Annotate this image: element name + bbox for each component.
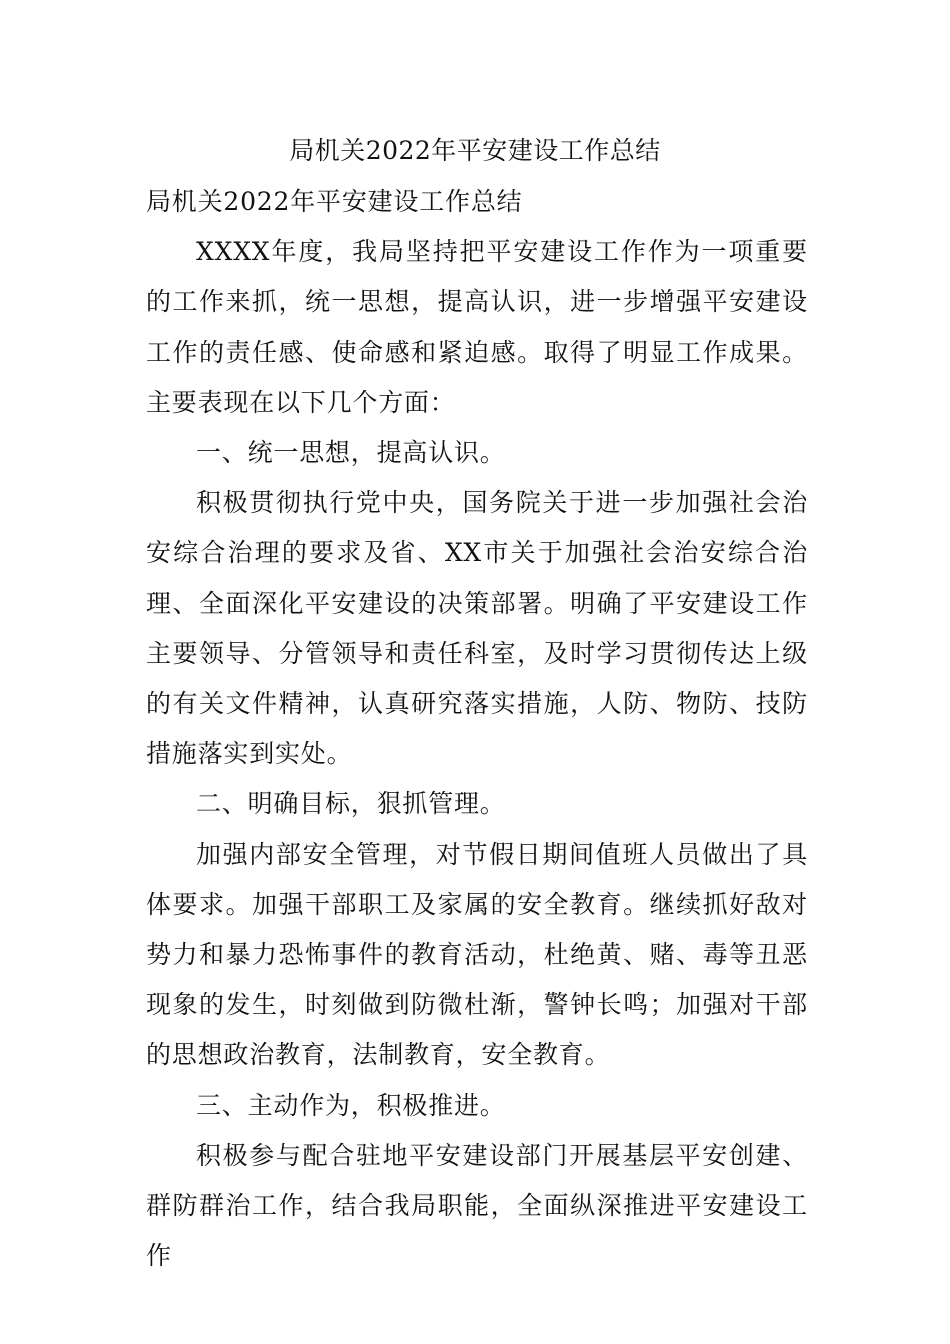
document-title: 局机关2022年平安建设工作总结 <box>289 136 661 165</box>
section-1-paragraph: 积极贯彻执行党中央，国务院关于进一步加强社会治安综合治理的要求及省、XX市关于加强社会治安综合治理、全面深化平安建设的决策部署。明确了平安建设工作主要领导、分管领导和责任科室，及时学习贯彻传达上级的有关文件精神，认真研究落实措施，人防、物防、技防措施落实到实处。 <box>146 488 808 769</box>
section-2-paragraph: 加强内部安全管理，对节假日期间值班人员做出了具体要求。加强干部职工及家属的安全教育。继续抓好敌对势力和暴力恐怖事件的教育活动，杜绝黄、赌、毒等丑恶现象的发生，时刻做到防微杜渐，警钟长鸣；加强对干部的思想政治教育，法制教育，安全教育。 <box>146 839 808 1070</box>
section-heading-2: 二、明确目标，狠抓管理。 <box>196 789 506 819</box>
document-body <box>146 177 808 1281</box>
intro-paragraph: XXXX年度，我局坚持把平安建设工作作为一项重要的工作来抓，统一思想，提高认识，进一步增强平安建设工作的责任感、使命感和紧迫感。取得了明显工作成果。主要表现在以下几个方面： <box>146 237 808 417</box>
repeated-title-line: 局机关2022年平安建设工作总结 <box>146 187 523 216</box>
section-heading-3: 三、主动作为，积极推进。 <box>196 1090 506 1120</box>
section-3-paragraph: 积极参与配合驻地平安建设部门开展基层平安创建、群防群治工作，结合我局职能，全面纵深推进平安建设工作 <box>146 1140 808 1271</box>
section-heading-1: 一、统一思想，提高认识。 <box>196 438 506 468</box>
